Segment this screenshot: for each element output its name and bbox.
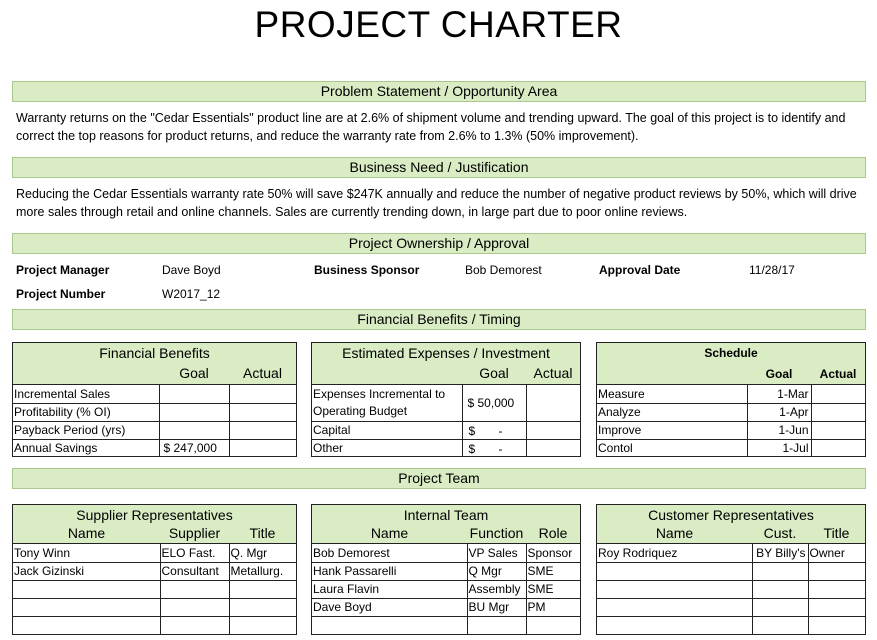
expenses-goal-header: Goal <box>479 365 509 381</box>
schedule-phase: Analyze <box>597 403 747 421</box>
empty-cell[interactable] <box>13 616 160 634</box>
project-manager-value: Dave Boyd <box>162 263 221 277</box>
financial-benefits-table <box>12 342 297 457</box>
expense-label-line1: Expenses Incremental to <box>313 387 446 401</box>
expense-label: Other <box>312 439 462 457</box>
internal-team-table <box>311 504 581 635</box>
customer-cust-header: Cust. <box>763 525 797 541</box>
customer-reps-table <box>596 504 866 635</box>
table-row <box>13 544 296 562</box>
empty-cell[interactable] <box>752 616 808 634</box>
approval-date-value: 11/28/17 <box>749 263 795 277</box>
expense-value: - <box>498 423 503 438</box>
expense-actual[interactable] <box>526 421 580 439</box>
empty-cell[interactable] <box>808 616 865 634</box>
customer-name: Roy Rodriquez <box>597 544 752 562</box>
supplier-company: ELO Fast. <box>160 544 229 562</box>
benefit-label: Profitability (% OI) <box>13 403 159 421</box>
internal-name: Laura Flavin <box>312 580 467 598</box>
currency-symbol: $ <box>468 441 476 456</box>
project-manager-label: Project Manager <box>16 263 110 277</box>
internal-team-title: Internal Team <box>403 507 489 523</box>
empty-cell[interactable] <box>808 580 865 598</box>
empty-cell[interactable] <box>808 562 865 580</box>
empty-cell[interactable] <box>229 616 296 634</box>
schedule-actual[interactable] <box>811 421 865 439</box>
table-row <box>13 385 296 403</box>
table-row <box>312 385 580 421</box>
benefit-goal[interactable] <box>159 403 229 421</box>
internal-role: Sponsor <box>526 544 580 562</box>
table-row <box>312 598 580 616</box>
section-header-financial: Financial Benefits / Timing <box>12 309 866 330</box>
internal-name: Dave Boyd <box>312 598 467 616</box>
schedule-goal-header: Goal <box>765 367 793 381</box>
table-row <box>597 385 865 403</box>
supplier-name: Tony Winn <box>13 544 160 562</box>
internal-name: Hank Passarelli <box>312 562 467 580</box>
schedule-phase: Measure <box>597 385 747 403</box>
benefit-actual[interactable] <box>229 403 296 421</box>
empty-cell[interactable] <box>160 580 229 598</box>
section-header-team: Project Team <box>12 468 866 489</box>
internal-role-header: Role <box>538 525 568 541</box>
table-row <box>13 439 296 457</box>
table-row <box>312 616 580 634</box>
benefit-goal[interactable]: $ 247,000 <box>159 439 229 457</box>
supplier-title: Q. Mgr <box>229 544 296 562</box>
internal-name-header: Name <box>370 525 409 541</box>
financial-benefits-title: Financial Benefits <box>99 345 210 361</box>
benefit-label: Payback Period (yrs) <box>13 421 159 439</box>
empty-cell[interactable] <box>597 580 752 598</box>
table-row <box>597 421 865 439</box>
schedule-actual[interactable] <box>811 439 865 457</box>
empty-cell[interactable] <box>752 562 808 580</box>
benefit-actual[interactable] <box>229 421 296 439</box>
business-sponsor-value: Bob Demorest <box>465 263 542 277</box>
table-row <box>312 439 580 457</box>
benefit-label: Annual Savings <box>13 439 159 457</box>
table-row <box>312 562 580 580</box>
supplier-title: Metallurg. <box>229 562 296 580</box>
empty-cell[interactable] <box>808 598 865 616</box>
empty-cell[interactable] <box>13 580 160 598</box>
schedule-table <box>596 342 866 457</box>
table-row <box>597 403 865 421</box>
expense-goal[interactable] <box>462 439 526 457</box>
table-row <box>597 580 865 598</box>
table-row <box>13 421 296 439</box>
schedule-actual-header: Actual <box>819 367 857 381</box>
internal-function: Assembly <box>467 580 526 598</box>
section-header-ownership: Project Ownership / Approval <box>12 233 866 254</box>
expense-goal[interactable] <box>462 421 526 439</box>
approval-date-label: Approval Date <box>599 263 681 277</box>
expenses-title: Estimated Expenses / Investment <box>342 345 550 361</box>
expense-label: Capital <box>312 421 462 439</box>
empty-cell[interactable] <box>597 616 752 634</box>
project-number-value: W2017_12 <box>162 287 221 301</box>
expense-actual[interactable] <box>526 385 580 421</box>
internal-role: PM <box>526 598 580 616</box>
section-header-problem: Problem Statement / Opportunity Area <box>12 81 866 102</box>
empty-cell[interactable] <box>312 616 467 634</box>
currency-symbol: $ <box>468 423 476 438</box>
benefit-label: Incremental Sales <box>13 385 159 403</box>
empty-cell[interactable] <box>467 616 526 634</box>
problem-text: Warranty returns on the "Cedar Essentials" product line are at 2.6% of shipment volume and trending upward. The goal of this project is to identify and correct the top reasons for product returns, and reduce the warranty rate from 2.6% to 1.3% (50% improvement). <box>16 111 846 143</box>
schedule-phase: Improve <box>597 421 747 439</box>
customer-company: BY Billy's <box>752 544 808 562</box>
table-row <box>13 598 296 616</box>
empty-cell[interactable] <box>160 616 229 634</box>
internal-function: BU Mgr <box>467 598 526 616</box>
customer-name-header: Name <box>655 525 694 541</box>
table-row <box>13 580 296 598</box>
supplier-name: Jack Gizinski <box>13 562 160 580</box>
empty-cell[interactable] <box>597 562 752 580</box>
schedule-goal[interactable]: 1-Jun <box>747 421 811 439</box>
supplier-reps-table <box>12 504 297 635</box>
table-row <box>13 403 296 421</box>
table-row <box>312 544 580 562</box>
supplier-name-header: Name <box>67 525 106 541</box>
benefit-actual[interactable] <box>229 439 296 457</box>
expense-label-line2: Operating Budget <box>313 404 408 418</box>
internal-name: Bob Demorest <box>312 544 467 562</box>
table-row <box>597 544 865 562</box>
table-row <box>13 616 296 634</box>
internal-function: VP Sales <box>467 544 526 562</box>
business-need-text: Reducing the Cedar Essentials warranty rate 50% will save $247K annually and reduce the number of negative product reviews by 50%, which will drive more sales through retail and online channels. Sales are currently trending down, in large part due to poor online reviews. <box>16 187 857 219</box>
internal-role: SME <box>526 580 580 598</box>
benefit-goal[interactable] <box>159 421 229 439</box>
internal-role: SME <box>526 562 580 580</box>
customer-reps-title: Customer Representatives <box>648 507 814 523</box>
expense-goal[interactable]: $ 50,000 <box>462 385 526 421</box>
schedule-goal[interactable]: 1-Jul <box>747 439 811 457</box>
empty-cell[interactable] <box>13 598 160 616</box>
expense-actual[interactable] <box>526 439 580 457</box>
financial-benefits-actual-header: Actual <box>243 365 282 381</box>
customer-title: Owner <box>808 544 865 562</box>
expense-label <box>312 385 462 421</box>
section-header-business-need: Business Need / Justification <box>12 157 866 178</box>
supplier-company: Consultant <box>160 562 229 580</box>
empty-cell[interactable] <box>160 598 229 616</box>
schedule-phase: Contol <box>597 439 747 457</box>
table-row <box>597 562 865 580</box>
table-row <box>597 616 865 634</box>
schedule-actual[interactable] <box>811 385 865 403</box>
table-row <box>597 439 865 457</box>
page-title: PROJECT CHARTER <box>254 4 623 45</box>
empty-cell[interactable] <box>526 616 580 634</box>
supplier-reps-title: Supplier Representatives <box>76 507 233 523</box>
schedule-goal[interactable]: 1-Apr <box>747 403 811 421</box>
supplier-supplier-header: Supplier <box>168 525 221 541</box>
customer-title-header: Title <box>823 525 850 541</box>
schedule-title: Schedule <box>704 346 758 360</box>
expense-value: - <box>498 441 503 456</box>
table-row <box>597 598 865 616</box>
financial-benefits-goal-header: Goal <box>179 365 209 381</box>
benefit-goal[interactable] <box>159 385 229 403</box>
internal-function: Q Mgr <box>467 562 526 580</box>
benefit-actual[interactable] <box>229 385 296 403</box>
expenses-table <box>311 342 581 457</box>
supplier-title-header: Title <box>249 525 276 541</box>
empty-cell[interactable] <box>229 598 296 616</box>
empty-cell[interactable] <box>229 580 296 598</box>
empty-cell[interactable] <box>752 580 808 598</box>
internal-function-header: Function <box>469 525 524 541</box>
schedule-actual[interactable] <box>811 403 865 421</box>
schedule-goal[interactable]: 1-Mar <box>747 385 811 403</box>
empty-cell[interactable] <box>752 598 808 616</box>
table-row <box>312 580 580 598</box>
project-number-label: Project Number <box>16 287 106 301</box>
table-row <box>13 562 296 580</box>
expenses-actual-header: Actual <box>533 365 573 381</box>
empty-cell[interactable] <box>597 598 752 616</box>
business-sponsor-label: Business Sponsor <box>314 263 420 277</box>
table-row <box>312 421 580 439</box>
